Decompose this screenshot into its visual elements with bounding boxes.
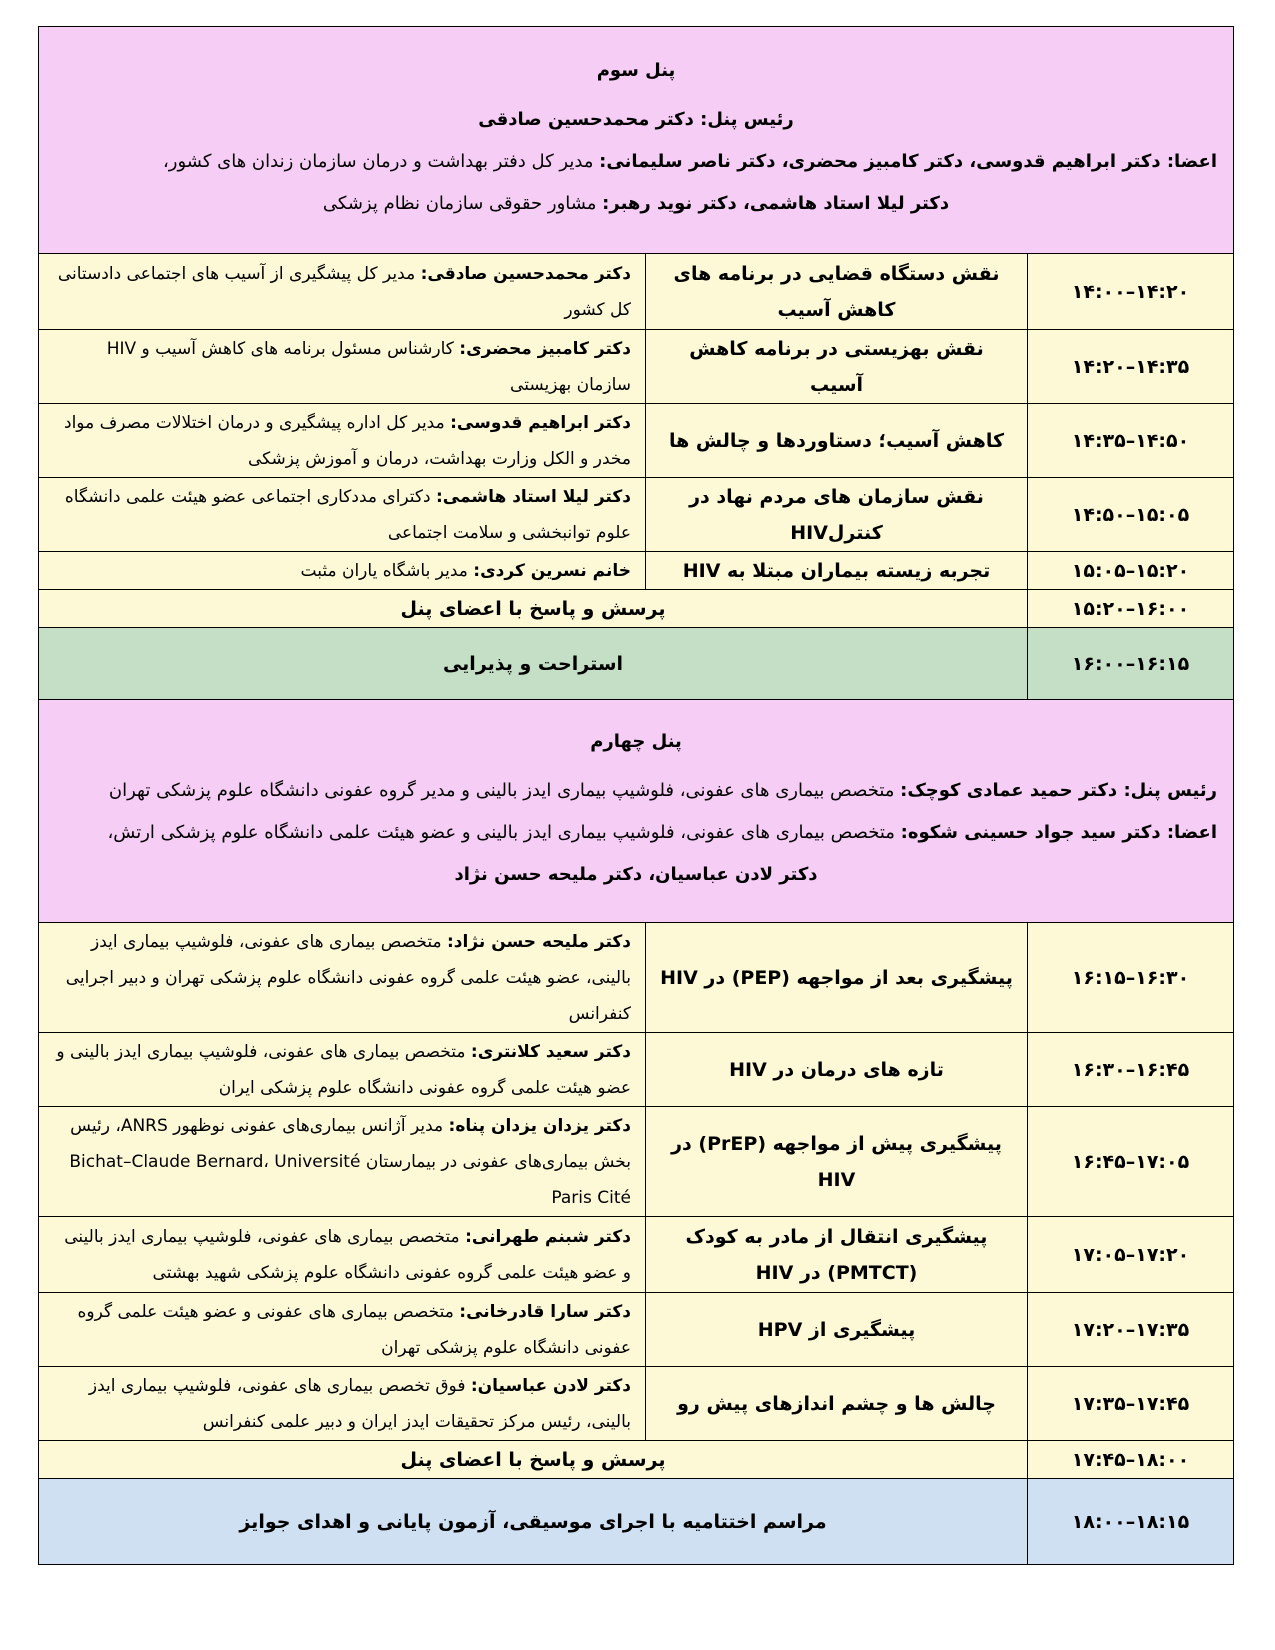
session-speaker (39, 923, 646, 1033)
speaker-role: فوق تخصص بیماری های عفونی، فلوشیپ بیماری ایدز بالینی، رئیس مرکز تحقیقات ایدز ایران و دبیر علمی کنفرانس (88, 1375, 631, 1432)
session-speaker (39, 1293, 646, 1367)
speaker-name: دکتر ملیحه حسن نژاد: (446, 931, 631, 952)
panel4-members-line2: دکتر لادن عباسیان، دکتر ملیحه حسن نژاد (454, 864, 818, 885)
session-row (39, 254, 1234, 330)
session-topic: نقش سازمان های مردم نهاد در کنترلHIV (646, 478, 1028, 552)
session-time: ۱۴:۳۵–۱۴:۵۰ (1028, 404, 1234, 478)
speaker-name: دکتر سارا قادرخانی: (459, 1301, 631, 1322)
panel4-title: پنل چهارم (590, 731, 682, 752)
break-row (39, 628, 1234, 700)
panel3-members-names2: دکتر لیلا استاد هاشمی، دکتر نوید رهبر: (602, 193, 950, 214)
speaker-role: مدیر کل اداره پیشگیری و درمان اختلالات مصرف مواد مخدر و الکل وزارت بهداشت، درمان و آموزش پزشکی (64, 412, 631, 469)
panel3-title: پنل سوم (596, 60, 676, 81)
qa-row (39, 590, 1234, 628)
session-speaker (39, 478, 646, 552)
session-topic: نقش بهزیستی در برنامه کاهش آسیب (646, 330, 1028, 404)
panel4-members-name: اعضا: دکتر سید جواد حسینی شکوه: (900, 822, 1217, 843)
session-row (39, 1293, 1234, 1367)
closing-time: ۱۸:۰۰–۱۸:۱۵ (1028, 1479, 1234, 1565)
session-topic: نقش دستگاه قضایی در برنامه های کاهش آسیب (646, 254, 1028, 330)
session-speaker (39, 254, 646, 330)
speaker-role: مدیر باشگاه یاران مثبت (300, 560, 474, 581)
panel4-chair-role: متخصص بیماری های عفونی، فلوشیپ بیماری ایدز بالینی و مدیر گروه عفونی دانشگاه علوم پزشکی تهران (108, 780, 901, 801)
qa-label: پرسش و پاسخ با اعضای پنل (39, 1441, 1028, 1479)
session-topic: تجربه زیسته بیماران مبتلا به HIV (646, 552, 1028, 590)
panel3-header (39, 27, 1234, 254)
speaker-role: مدیر کل پیشگیری از آسیب های اجتماعی دادستانی کل کشور (57, 263, 631, 320)
panel3-chair: رئیس پنل: دکتر محمدحسین صادقی (478, 109, 794, 130)
panel4-chair-name: رئیس پنل: دکتر حمید عمادی کوچک: (900, 780, 1217, 801)
session-speaker (39, 552, 646, 590)
closing-label: مراسم اختتامیه با اجرای موسیقی، آزمون پایانی و اهدای جوایز (39, 1479, 1028, 1565)
session-row (39, 330, 1234, 404)
session-time: ۱۶:۳۰–۱۶:۴۵ (1028, 1033, 1234, 1107)
speaker-role: متخصص بیماری های عفونی، فلوشیپ بیماری ایدز بالینی و عضو هیئت علمی گروه عفونی دانشگاه علوم پزشکی ایران (56, 1041, 631, 1098)
session-speaker (39, 1217, 646, 1293)
session-row (39, 1033, 1234, 1107)
panel3-members-role2: مشاور حقوقی سازمان نظام پزشکی (322, 193, 603, 214)
speaker-role: متخصص بیماری های عفونی، فلوشیپ بیماری ایدز بالینی و عضو هیئت علمی گروه عفونی دانشگاه علوم پزشکی شهید بهشتی (64, 1226, 631, 1283)
session-speaker (39, 1367, 646, 1441)
speaker-name: دکتر لادن عباسیان: (470, 1375, 631, 1396)
panel3-members-line2 (55, 187, 1217, 221)
program-table (38, 26, 1234, 1565)
session-time: ۱۶:۱۵–۱۶:۳۰ (1028, 923, 1234, 1033)
session-time: ۱۷:۲۰–۱۷:۳۵ (1028, 1293, 1234, 1367)
session-time: ۱۴:۵۰–۱۵:۰۵ (1028, 478, 1234, 552)
speaker-role: دکترای مددکاری اجتماعی عضو هیئت علمی دانشگاه علوم توانبخشی و سلامت اجتماعی (64, 486, 631, 543)
session-row (39, 552, 1234, 590)
session-topic: پیشگیری انتقال از مادر به کودک (PMTCT) در HIV (646, 1217, 1028, 1293)
panel4-header (39, 700, 1234, 923)
session-row (39, 923, 1234, 1033)
speaker-name: دکتر محمدحسین صادقی: (420, 263, 631, 284)
session-speaker (39, 330, 646, 404)
session-time: ۱۷:۰۵–۱۷:۲۰ (1028, 1217, 1234, 1293)
session-time: ۱۴:۲۰–۱۴:۳۵ (1028, 330, 1234, 404)
session-time: ۱۷:۳۵–۱۷:۴۵ (1028, 1367, 1234, 1441)
qa-label: پرسش و پاسخ با اعضای پنل (39, 590, 1028, 628)
speaker-name: دکتر شبنم طهرانی: (465, 1226, 631, 1247)
session-topic: پیشگیری از HPV (646, 1293, 1028, 1367)
session-topic: پیشگیری پیش از مواجهه (PrEP) در HIV (646, 1107, 1028, 1217)
session-row (39, 1217, 1234, 1293)
session-time: ۱۵:۰۵–۱۵:۲۰ (1028, 552, 1234, 590)
session-speaker (39, 404, 646, 478)
session-row (39, 478, 1234, 552)
speaker-role: کارشناس مسئول برنامه های کاهش آسیب و HIV سازمان بهزیستی (106, 338, 631, 395)
session-topic: پیشگیری بعد از مواجهه (PEP) در HIV (646, 923, 1028, 1033)
session-row (39, 1107, 1234, 1217)
panel3-members-role: مدیر کل دفتر بهداشت و درمان سازمان زندان های کشور، (163, 151, 600, 172)
panel4-members-role: متخصص بیماری های عفونی، فلوشیپ بیماری ایدز بالینی و عضو هیئت علمی دانشگاه علوم پزشکی ارتش، (107, 822, 901, 843)
speaker-role: متخصص بیماری های عفونی و عضو هیئت علمی گروه عفونی دانشگاه علوم پزشکی تهران (77, 1301, 631, 1358)
speaker-name: دکتر ابراهیم قدوسی: (450, 412, 631, 433)
speaker-name: دکتر یزدان یزدان پناه: (448, 1115, 631, 1136)
session-speaker (39, 1033, 646, 1107)
session-time: ۱۴:۰۰–۱۴:۲۰ (1028, 254, 1234, 330)
speaker-name: خانم نسرین کردی: (473, 560, 631, 581)
break-label: استراحت و پذیرایی (39, 628, 1028, 700)
session-row (39, 404, 1234, 478)
speaker-name: دکتر لیلا استاد هاشمی: (436, 486, 631, 507)
speaker-role: مدیر آژانس بیماری‌های عفونی نوظهور ANRS، رئیس بخش بیماری‌های عفونی در بیمارستان Bichat–Claude Bernard، Université Paris Cité (69, 1115, 631, 1208)
program-sheet (38, 26, 1234, 1565)
session-row (39, 1367, 1234, 1441)
panel4-members (55, 816, 1217, 850)
session-topic: تازه های درمان در HIV (646, 1033, 1028, 1107)
speaker-name: دکتر کامبیز محضری: (459, 338, 631, 359)
session-speaker (39, 1107, 646, 1217)
qa-row (39, 1441, 1234, 1479)
panel3-members-line1 (55, 145, 1217, 179)
qa-time: ۱۷:۴۵–۱۸:۰۰ (1028, 1441, 1234, 1479)
panel3-members-names: اعضا: دکتر ابراهیم قدوسی، دکتر کامبیز محضری، دکتر ناصر سلیمانی: (599, 151, 1217, 172)
speaker-name: دکتر سعید کلانتری: (470, 1041, 631, 1062)
qa-time: ۱۵:۲۰–۱۶:۰۰ (1028, 590, 1234, 628)
session-topic: چالش ها و چشم اندازهای پیش رو (646, 1367, 1028, 1441)
panel4-chair (55, 774, 1217, 808)
session-time: ۱۶:۴۵–۱۷:۰۵ (1028, 1107, 1234, 1217)
speaker-role: متخصص بیماری های عفونی، فلوشیپ بیماری ایدز بالینی، عضو هیئت علمی گروه عفونی دانشگاه علوم پزشکی تهران و دبیر اجرایی کنفرانس (65, 931, 631, 1024)
session-topic: کاهش آسیب؛ دستاوردها و چالش ها (646, 404, 1028, 478)
closing-row (39, 1479, 1234, 1565)
break-time: ۱۶:۰۰–۱۶:۱۵ (1028, 628, 1234, 700)
